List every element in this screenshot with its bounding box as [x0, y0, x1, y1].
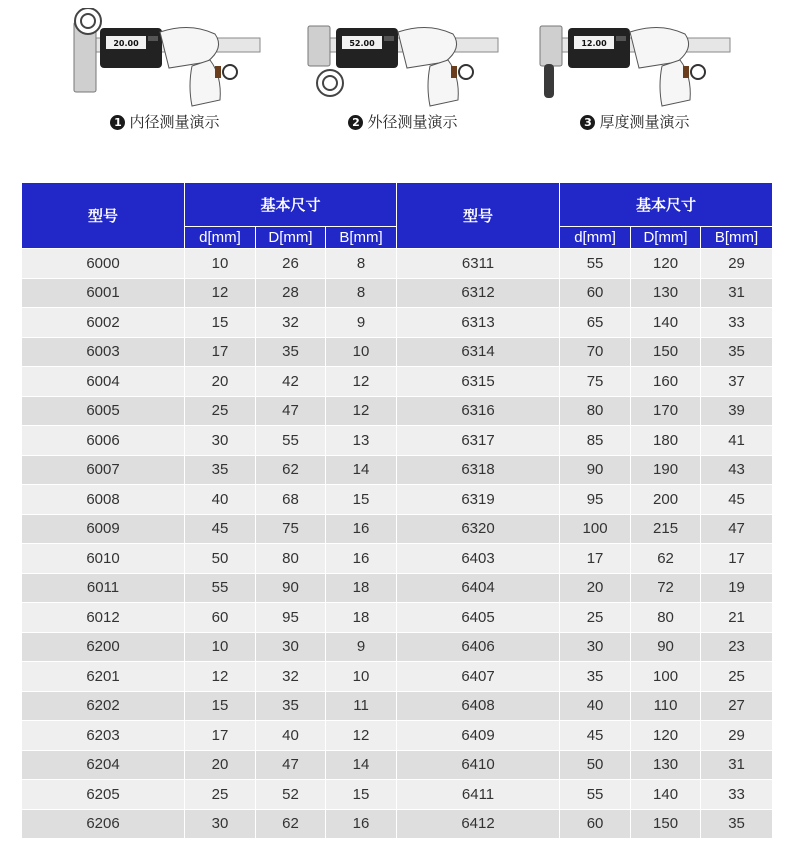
- cell-right-model: 6403: [397, 544, 560, 574]
- size-header-left: 基本尺寸: [185, 183, 397, 227]
- cell-right-B: 31: [701, 278, 773, 308]
- cell-left-B: 16: [326, 809, 397, 838]
- cell-right-d: 65: [560, 308, 631, 338]
- cell-right-d: 75: [560, 367, 631, 397]
- cell-right-model: 6405: [397, 603, 560, 633]
- cell-right-model: 6314: [397, 337, 560, 367]
- cell-left-D: 32: [256, 662, 326, 692]
- table-row: [22, 337, 773, 367]
- cell-left-d: 10: [185, 632, 256, 662]
- table-row: [22, 603, 773, 633]
- cell-left-D: 47: [256, 396, 326, 426]
- cell-left-d: 15: [185, 308, 256, 338]
- cell-left-d: 25: [185, 396, 256, 426]
- cell-left-d: 20: [185, 367, 256, 397]
- cell-left-model: 6001: [22, 278, 185, 308]
- cell-right-d: 50: [560, 750, 631, 780]
- cell-left-model: 6005: [22, 396, 185, 426]
- cell-left-B: 12: [326, 396, 397, 426]
- cell-right-B: 25: [701, 662, 773, 692]
- cell-left-D: 35: [256, 337, 326, 367]
- cell-right-D: 110: [631, 691, 701, 721]
- cell-right-d: 45: [560, 721, 631, 751]
- cell-right-B: 33: [701, 780, 773, 810]
- table-row: [22, 780, 773, 810]
- cell-right-D: 100: [631, 662, 701, 692]
- cell-right-D: 160: [631, 367, 701, 397]
- cell-left-model: 6003: [22, 337, 185, 367]
- cell-left-B: 18: [326, 573, 397, 603]
- cell-right-B: 29: [701, 249, 773, 279]
- model-header-right: 型号: [397, 183, 560, 249]
- table-row: [22, 662, 773, 692]
- cell-right-D: 90: [631, 632, 701, 662]
- cell-right-model: 6312: [397, 278, 560, 308]
- cell-left-model: 6206: [22, 809, 185, 838]
- cell-left-model: 6008: [22, 485, 185, 515]
- cell-right-B: 39: [701, 396, 773, 426]
- cell-left-model: 6012: [22, 603, 185, 633]
- table-row: [22, 632, 773, 662]
- cell-right-D: 140: [631, 780, 701, 810]
- cell-left-D: 55: [256, 426, 326, 456]
- cell-right-model: 6313: [397, 308, 560, 338]
- cell-left-D: 35: [256, 691, 326, 721]
- cell-left-D: 90: [256, 573, 326, 603]
- measurement-demos: [0, 0, 790, 140]
- cell-left-model: 6201: [22, 662, 185, 692]
- table-row: [22, 426, 773, 456]
- cell-right-d: 35: [560, 662, 631, 692]
- cell-left-d: 40: [185, 485, 256, 515]
- cell-right-B: 35: [701, 809, 773, 838]
- cell-right-B: 29: [701, 721, 773, 751]
- cell-left-D: 32: [256, 308, 326, 338]
- cell-left-D: 26: [256, 249, 326, 279]
- cell-left-model: 6009: [22, 514, 185, 544]
- size-header-right: 基本尺寸: [560, 183, 773, 227]
- table-row: [22, 691, 773, 721]
- cell-left-model: 6204: [22, 750, 185, 780]
- cell-left-d: 15: [185, 691, 256, 721]
- cell-left-D: 52: [256, 780, 326, 810]
- cell-right-model: 6316: [397, 396, 560, 426]
- svg-text:12.00: 12.00: [581, 39, 607, 48]
- cell-left-B: 15: [326, 780, 397, 810]
- table-row: [22, 278, 773, 308]
- cell-left-B: 12: [326, 367, 397, 397]
- cell-left-B: 9: [326, 308, 397, 338]
- col-header-d-left: d[mm]: [185, 227, 256, 249]
- cell-right-d: 95: [560, 485, 631, 515]
- cell-right-B: 41: [701, 426, 773, 456]
- cell-left-d: 17: [185, 337, 256, 367]
- cell-right-D: 170: [631, 396, 701, 426]
- cell-left-d: 45: [185, 514, 256, 544]
- cell-right-d: 40: [560, 691, 631, 721]
- cell-left-B: 9: [326, 632, 397, 662]
- cell-right-B: 19: [701, 573, 773, 603]
- table-row: [22, 367, 773, 397]
- cell-right-D: 130: [631, 278, 701, 308]
- cell-left-model: 6006: [22, 426, 185, 456]
- cell-left-model: 6010: [22, 544, 185, 574]
- cell-right-d: 70: [560, 337, 631, 367]
- cell-right-D: 62: [631, 544, 701, 574]
- cell-left-d: 35: [185, 455, 256, 485]
- cell-right-D: 180: [631, 426, 701, 456]
- table-row: [22, 308, 773, 338]
- table-row: [22, 544, 773, 574]
- cell-right-d: 60: [560, 809, 631, 838]
- cell-right-B: 45: [701, 485, 773, 515]
- cell-left-model: 6002: [22, 308, 185, 338]
- cell-left-d: 17: [185, 721, 256, 751]
- cell-left-D: 42: [256, 367, 326, 397]
- cell-right-D: 215: [631, 514, 701, 544]
- cell-left-d: 30: [185, 809, 256, 838]
- cell-right-D: 150: [631, 337, 701, 367]
- cell-left-d: 12: [185, 662, 256, 692]
- cell-right-d: 80: [560, 396, 631, 426]
- cell-left-d: 30: [185, 426, 256, 456]
- cell-right-D: 120: [631, 721, 701, 751]
- cell-right-model: 6410: [397, 750, 560, 780]
- cell-left-D: 62: [256, 809, 326, 838]
- demo-inner-diameter: [60, 8, 270, 133]
- cell-right-D: 130: [631, 750, 701, 780]
- cell-left-B: 12: [326, 721, 397, 751]
- cell-left-d: 55: [185, 573, 256, 603]
- cell-right-d: 90: [560, 455, 631, 485]
- cell-right-model: 6412: [397, 809, 560, 838]
- cell-left-D: 40: [256, 721, 326, 751]
- step-number-2: 2: [348, 115, 363, 130]
- col-header-D-right: D[mm]: [631, 227, 701, 249]
- demo-outer-diameter: [298, 8, 508, 133]
- cell-right-B: 21: [701, 603, 773, 633]
- cell-right-B: 31: [701, 750, 773, 780]
- cell-left-D: 68: [256, 485, 326, 515]
- demo-label-inner: 内径测量演示: [129, 113, 220, 131]
- cell-right-B: 33: [701, 308, 773, 338]
- cell-left-d: 50: [185, 544, 256, 574]
- cell-left-d: 10: [185, 249, 256, 279]
- cell-left-B: 16: [326, 514, 397, 544]
- cell-left-B: 14: [326, 750, 397, 780]
- cell-right-D: 72: [631, 573, 701, 603]
- table-row: [22, 573, 773, 603]
- table-row: [22, 721, 773, 751]
- cell-right-d: 55: [560, 249, 631, 279]
- cell-left-D: 47: [256, 750, 326, 780]
- demo-thickness: [530, 8, 740, 133]
- cell-right-D: 150: [631, 809, 701, 838]
- col-header-d-right: d[mm]: [560, 227, 631, 249]
- cell-left-model: 6202: [22, 691, 185, 721]
- svg-text:52.00: 52.00: [349, 39, 375, 48]
- cell-right-model: 6409: [397, 721, 560, 751]
- cell-left-D: 95: [256, 603, 326, 633]
- cell-right-B: 23: [701, 632, 773, 662]
- cell-right-B: 47: [701, 514, 773, 544]
- cell-right-B: 43: [701, 455, 773, 485]
- cell-left-B: 11: [326, 691, 397, 721]
- cell-left-B: 14: [326, 455, 397, 485]
- cell-left-d: 20: [185, 750, 256, 780]
- table-row: [22, 396, 773, 426]
- cell-left-B: 18: [326, 603, 397, 633]
- cell-left-B: 8: [326, 249, 397, 279]
- cell-left-B: 13: [326, 426, 397, 456]
- cell-left-model: 6000: [22, 249, 185, 279]
- cell-right-model: 6311: [397, 249, 560, 279]
- step-number-1: 1: [110, 115, 125, 130]
- cell-right-d: 55: [560, 780, 631, 810]
- cell-left-model: 6007: [22, 455, 185, 485]
- cell-left-d: 60: [185, 603, 256, 633]
- table-row: [22, 455, 773, 485]
- model-header-left: 型号: [22, 183, 185, 249]
- cell-left-B: 10: [326, 337, 397, 367]
- col-header-D-left: D[mm]: [256, 227, 326, 249]
- col-header-B-right: B[mm]: [701, 227, 773, 249]
- cell-right-model: 6319: [397, 485, 560, 515]
- table-row: [22, 750, 773, 780]
- cell-right-D: 120: [631, 249, 701, 279]
- caliper-inner-illustration: [60, 8, 270, 108]
- cell-right-model: 6318: [397, 455, 560, 485]
- cell-right-B: 37: [701, 367, 773, 397]
- cell-right-B: 17: [701, 544, 773, 574]
- cell-left-B: 15: [326, 485, 397, 515]
- cell-right-model: 6317: [397, 426, 560, 456]
- cell-right-model: 6406: [397, 632, 560, 662]
- table-row: [22, 485, 773, 515]
- cell-left-B: 16: [326, 544, 397, 574]
- cell-left-d: 12: [185, 278, 256, 308]
- cell-left-D: 30: [256, 632, 326, 662]
- cell-right-B: 27: [701, 691, 773, 721]
- cell-right-B: 35: [701, 337, 773, 367]
- col-header-B-left: B[mm]: [326, 227, 397, 249]
- cell-right-D: 140: [631, 308, 701, 338]
- cell-left-model: 6011: [22, 573, 185, 603]
- cell-right-d: 25: [560, 603, 631, 633]
- caliper-thickness-illustration: [530, 8, 740, 108]
- cell-right-d: 30: [560, 632, 631, 662]
- cell-right-d: 20: [560, 573, 631, 603]
- demo-label-outer: 外径测量演示: [367, 113, 458, 131]
- caliper-outer-illustration: [298, 8, 508, 108]
- cell-right-d: 60: [560, 278, 631, 308]
- cell-right-model: 6315: [397, 367, 560, 397]
- table-row: [22, 514, 773, 544]
- cell-left-B: 10: [326, 662, 397, 692]
- cell-left-D: 62: [256, 455, 326, 485]
- demo-label-thickness: 厚度测量演示: [599, 113, 690, 131]
- cell-right-d: 17: [560, 544, 631, 574]
- cell-right-D: 80: [631, 603, 701, 633]
- cell-left-D: 80: [256, 544, 326, 574]
- cell-right-D: 190: [631, 455, 701, 485]
- svg-text:20.00: 20.00: [113, 39, 139, 48]
- cell-left-d: 25: [185, 780, 256, 810]
- cell-right-model: 6407: [397, 662, 560, 692]
- cell-left-D: 75: [256, 514, 326, 544]
- cell-right-model: 6411: [397, 780, 560, 810]
- table-row: [22, 809, 773, 838]
- table-row: [22, 249, 773, 279]
- cell-right-D: 200: [631, 485, 701, 515]
- cell-left-model: 6203: [22, 721, 185, 751]
- cell-right-d: 85: [560, 426, 631, 456]
- cell-right-model: 6320: [397, 514, 560, 544]
- cell-right-model: 6404: [397, 573, 560, 603]
- cell-left-B: 8: [326, 278, 397, 308]
- step-number-3: 3: [580, 115, 595, 130]
- cell-left-D: 28: [256, 278, 326, 308]
- cell-right-d: 100: [560, 514, 631, 544]
- bearing-spec-table: [21, 183, 773, 838]
- cell-left-model: 6200: [22, 632, 185, 662]
- cell-left-model: 6205: [22, 780, 185, 810]
- cell-right-model: 6408: [397, 691, 560, 721]
- cell-left-model: 6004: [22, 367, 185, 397]
- spec-table-body: [22, 249, 773, 839]
